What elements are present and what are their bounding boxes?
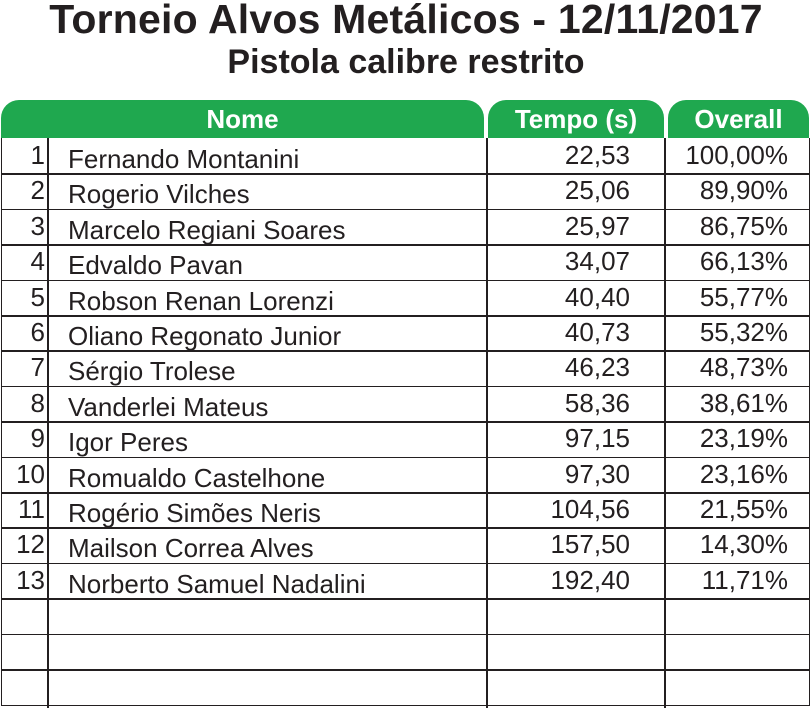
time-cell: 40,40 [564,281,630,312]
row-divider [1,634,810,636]
overall-cell: 86,75% [699,210,788,241]
time-cell: 58,36 [564,387,630,418]
time-cell: 97,15 [564,423,630,454]
rank-cell: 12 [16,529,45,560]
rank-cell: 6 [30,317,45,347]
overall-cell: 38,61% [699,387,788,418]
table-row [0,350,812,385]
table-row [0,138,812,173]
name-cell: Marcelo Regiani Soares [68,214,346,245]
overall-cell: 48,73% [699,352,788,383]
row-divider [1,669,810,671]
time-cell: 25,06 [564,175,630,206]
time-cell: 104,56 [550,494,630,524]
rank-cell: 9 [30,423,45,454]
name-cell: Norberto Samuel Nadalini [68,568,366,599]
time-cell: 40,73 [564,317,630,347]
rank-cell: 13 [16,564,45,595]
time-cell: 46,23 [564,352,630,383]
rank-cell: 8 [30,387,45,418]
table-row [0,563,812,598]
overall-cell: 100,00% [685,140,788,170]
column-header-nome: Nome [1,100,484,138]
name-cell: Igor Peres [68,427,188,458]
table-row [0,527,812,562]
overall-cell: 66,13% [699,246,788,277]
name-cell: Fernando Montanini [68,144,300,174]
page-title: Torneio Alvos Metálicos - 12/11/2017 [49,0,763,42]
name-cell: Romualdo Castelhone [68,462,326,493]
name-cell: Rogerio Vilches [68,179,250,210]
name-cell: Oliano Regonato Junior [68,321,342,351]
name-cell: Vanderlei Mateus [68,391,269,422]
name-cell: Edvaldo Pavan [68,250,243,281]
rank-cell: 10 [16,458,45,489]
time-cell: 25,97 [564,210,630,241]
rank-cell: 2 [30,175,45,206]
table-row [0,280,812,315]
name-cell: Robson Renan Lorenzi [68,285,334,316]
name-cell: Mailson Correa Alves [68,533,314,564]
rank-cell: 5 [30,281,45,312]
rank-cell: 4 [30,246,45,277]
time-cell: 97,30 [564,458,630,489]
overall-cell: 55,32% [699,317,788,347]
time-cell: 157,50 [550,529,630,560]
table-row [0,244,812,279]
time-cell: 192,40 [550,564,630,595]
table-row [0,492,812,527]
overall-cell: 23,16% [699,458,788,489]
rank-cell: 7 [30,352,45,383]
rank-cell: 11 [18,494,45,524]
table-row [0,457,812,492]
overall-cell: 89,90% [699,175,788,206]
time-cell: 22,53 [564,140,630,170]
table-row [0,173,812,208]
column-header-overall: Overall [668,100,809,138]
rank-cell: 3 [30,210,45,241]
overall-cell: 11,71% [701,564,788,595]
rank-cell: 1 [30,140,45,170]
page-subtitle: Pistola calibre restrito [227,43,585,81]
overall-cell: 23,19% [699,423,788,454]
table-row [0,386,812,421]
column-header-tempo: Tempo (s) [488,100,664,138]
name-cell: Sérgio Trolese [68,356,236,387]
overall-cell: 14,30% [699,529,788,560]
overall-cell: 21,55% [699,494,788,524]
time-cell: 34,07 [564,246,630,277]
table-row [0,209,812,244]
overall-cell: 55,77% [699,281,788,312]
table-row [0,421,812,456]
name-cell: Rogério Simões Neris [68,498,321,528]
table-row [0,315,812,350]
